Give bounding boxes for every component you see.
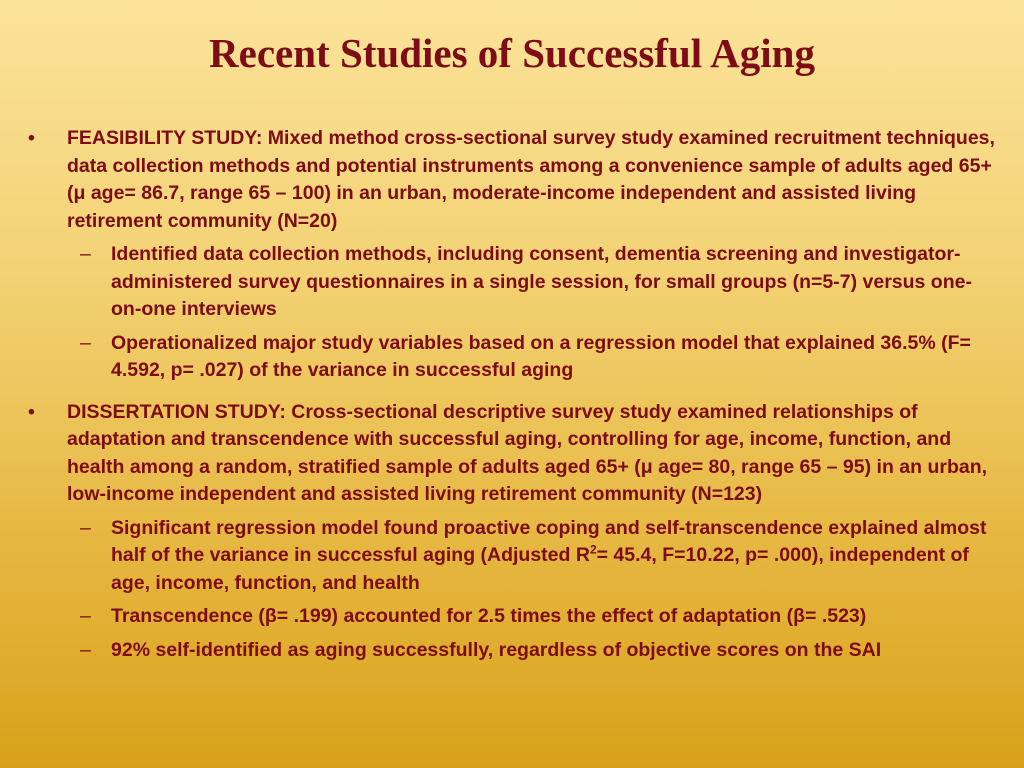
sub-bullet-text: Identified data collection methods, including consent, dementia screening and investigator-administered survey questionnaires in a single session, for small groups (n=5-7) versus one-on-one interviews [111, 243, 972, 320]
bullet-feasibility-study [28, 125, 998, 385]
dash-icon: – [80, 243, 91, 265]
dash-icon: – [80, 605, 91, 627]
sub-bullet-text [111, 517, 987, 594]
sub-bullet [67, 603, 998, 631]
sub-bullet [67, 330, 998, 385]
sub-bullet [67, 241, 998, 324]
bullet-text: DISSERTATION STUDY: Cross-sectional descriptive survey study examined relationships of adaptation and transcendence with successful aging, controlling for age, income, function, and health among a random, stratified sample of adults aged 65+ (μ age= 80, range 65 – 95) in an urban, low-income independent and assisted living retirement community (N=123) [67, 400, 988, 505]
r2-text-before: Significant regression model found proactive coping and self-transcendence explained almost half of the variance in successful aging (Adjusted R [111, 516, 987, 566]
slide-title: Recent Studies of Successful Aging [209, 30, 815, 76]
bullet-dissertation-study [28, 399, 998, 665]
bullet-icon: • [28, 127, 35, 149]
bullet-text: FEASIBILITY STUDY: Mixed method cross-sectional survey study examined recruitment techniques, data collection methods and potential instruments among a convenience sample of adults aged 65+ (μ age= 86.7, range 65 – 100) in an urban, moderate-income independent and assisted living retirement community (N=20) [67, 127, 995, 232]
sub-bullet [67, 637, 998, 665]
slide-body [28, 125, 998, 670]
sub-bullet [67, 515, 998, 598]
sub-bullet-text: Operationalized major study variables based on a regression model that explained 36.5% (F= 4.592, p= .027) of the variance in successful aging [111, 331, 971, 381]
dash-icon: – [80, 516, 91, 539]
dash-icon: – [80, 638, 91, 661]
sub-bullet-list [67, 241, 998, 385]
sub-bullet-text: Transcendence (β= .199) accounted for 2.5 times the effect of adaptation (β= .523) [111, 605, 867, 627]
sub-bullet-list [67, 515, 998, 665]
sub-bullet-text: 92% self-identified as aging successfully, regardless of objective scores on the SAI [111, 638, 882, 661]
dash-icon: – [80, 331, 91, 354]
r2-text-after: = 45.4, F=10.22, p= .000), independent of age, income, function, and health [111, 544, 969, 594]
bullet-icon: • [28, 400, 35, 423]
r2-superscript: 2 [589, 542, 597, 557]
bullet-list [28, 125, 998, 664]
